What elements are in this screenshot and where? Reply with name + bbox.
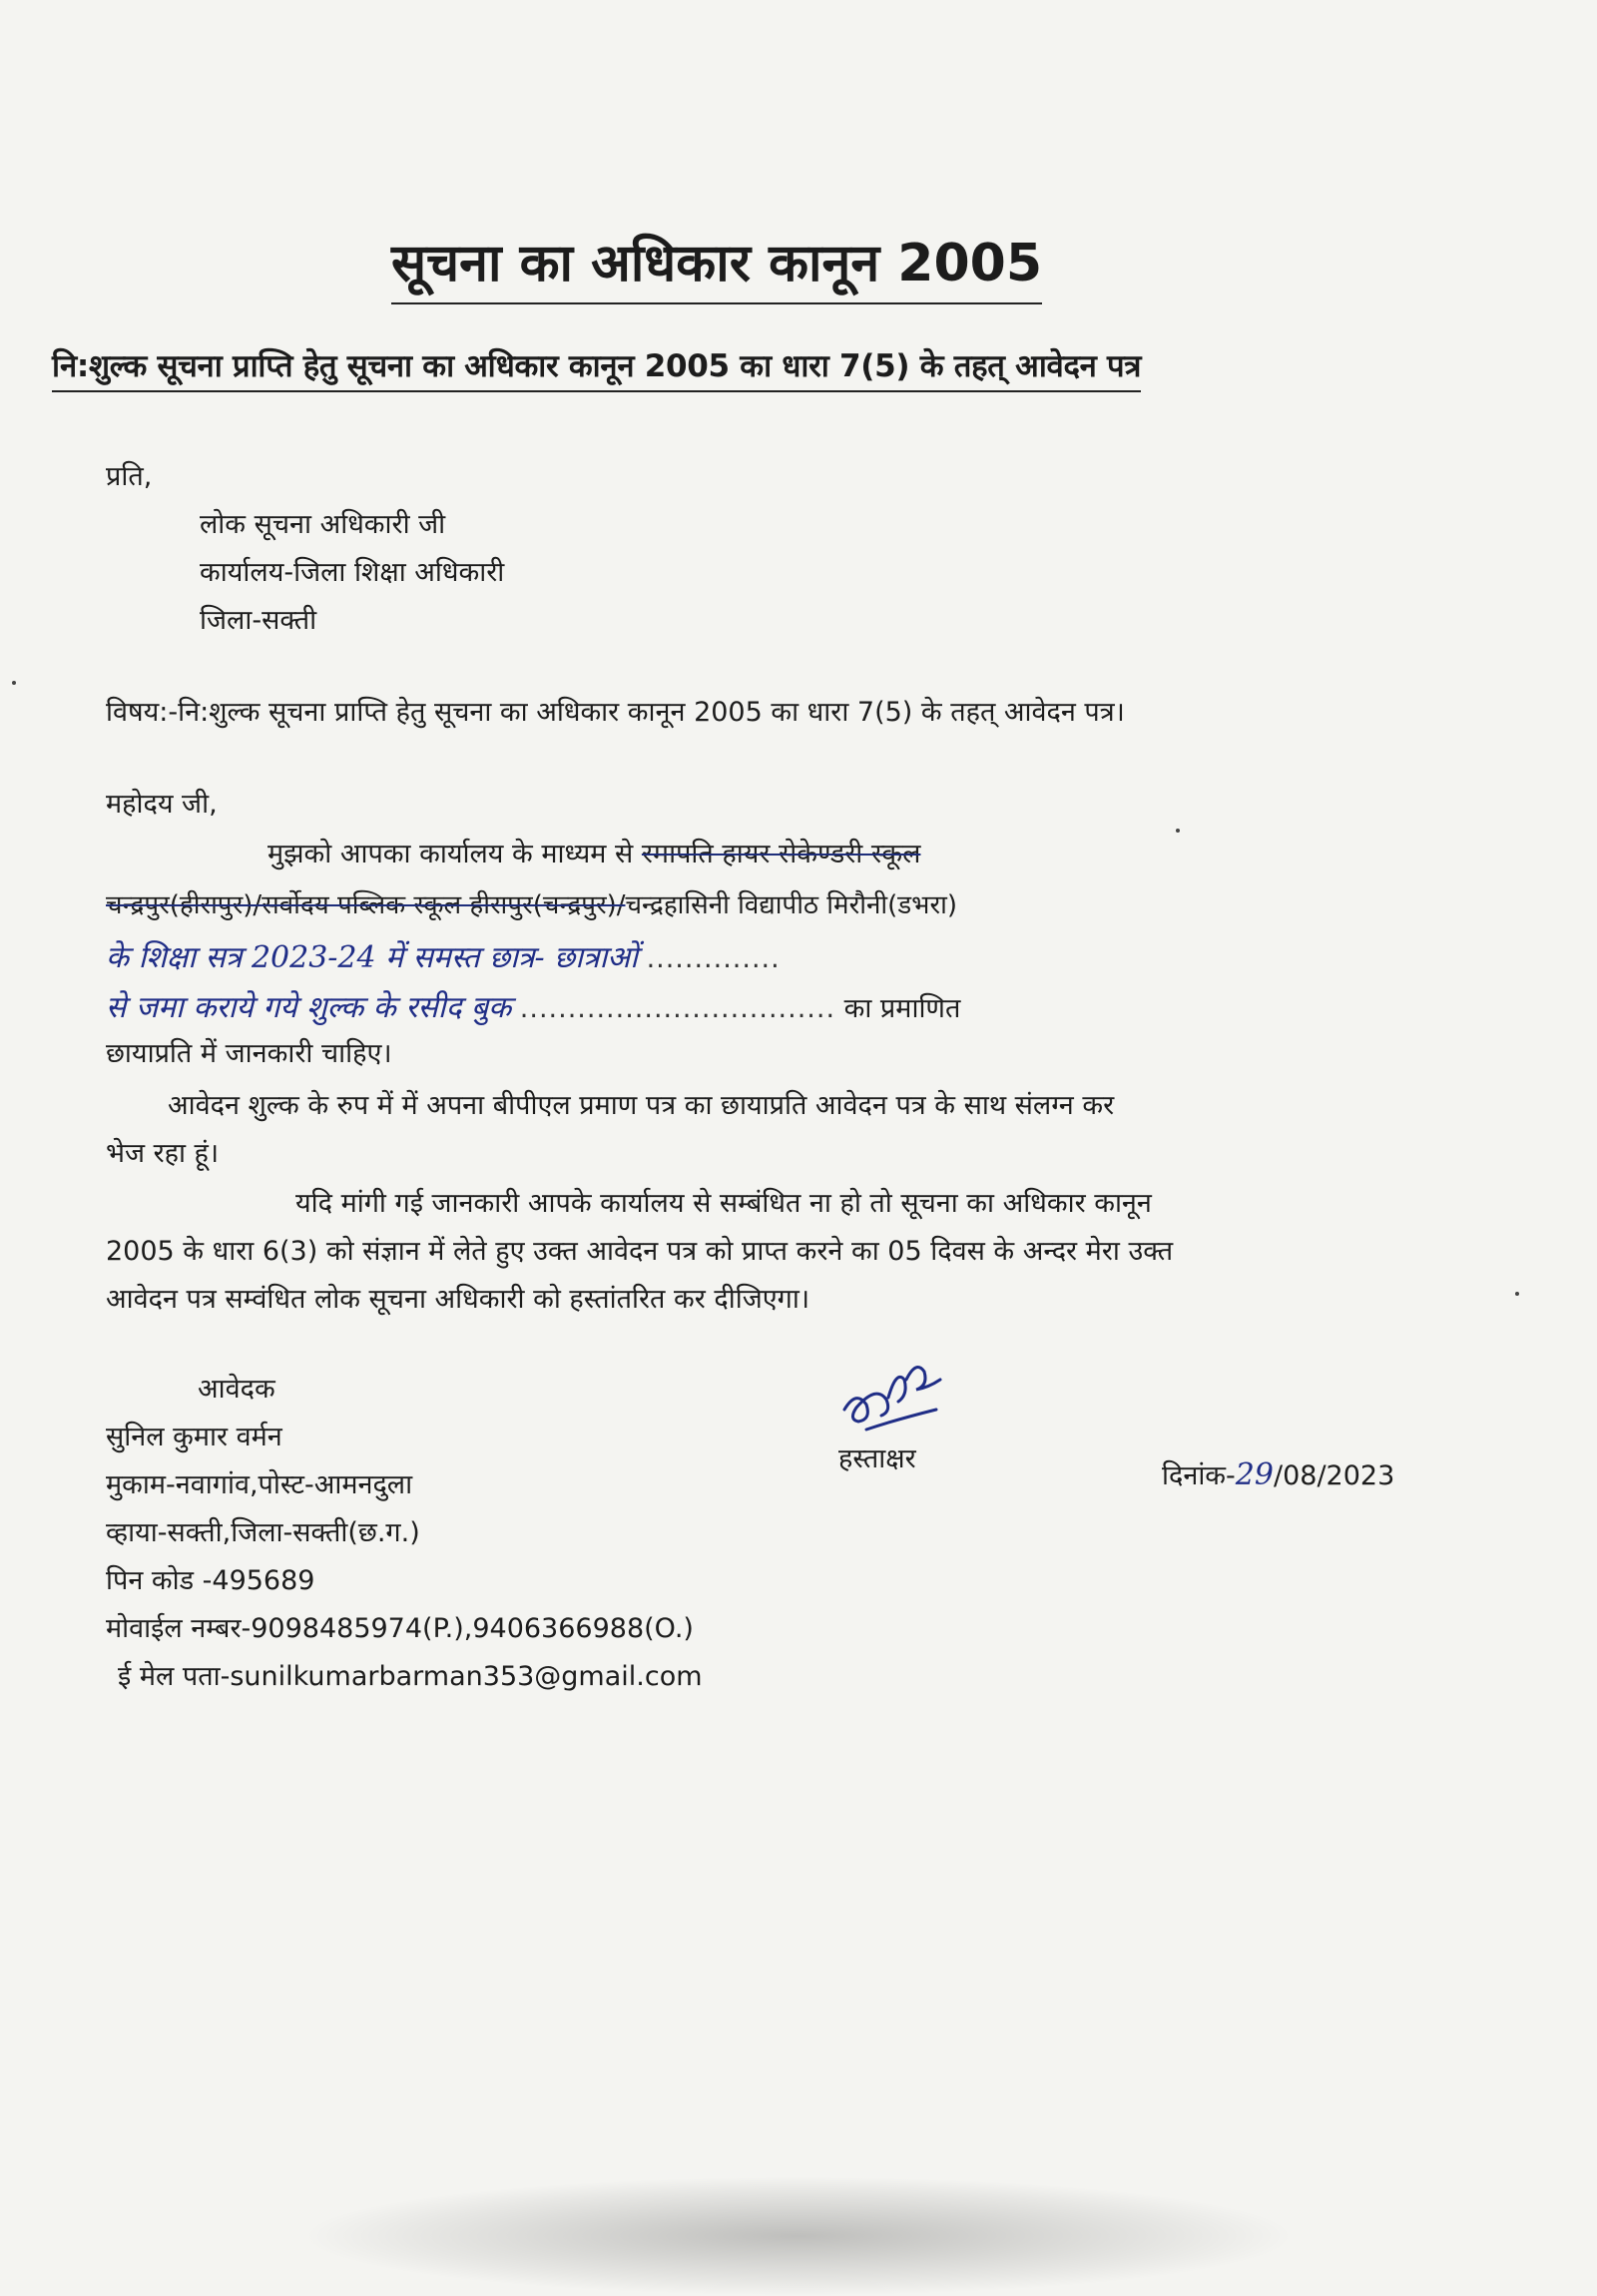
scan-speck — [12, 681, 16, 685]
document-subtitle: नि:शुल्क सूचना प्राप्ति हेतु सूचना का अधिकार कानून 2005 का धारा 7(5) के तहत् आवेदन पत्र — [52, 344, 1141, 392]
paragraph1-intro: मुझको आपका कार्यालय के माध्यम से — [267, 839, 634, 869]
applicant-email: ई मेल पता-sunilkumarbarman353@gmail.com — [118, 1661, 703, 1692]
scan-shadow — [299, 2176, 1298, 2296]
certified-text: का प्रमाणित — [843, 993, 961, 1024]
to-salutation: प्रति, — [106, 461, 153, 492]
applicant-label: आवेदक — [198, 1374, 275, 1405]
paragraph1-line2 — [106, 890, 957, 921]
handwritten-line1 — [106, 940, 781, 976]
paragraph1-end: छायाप्रति में जानकारी चाहिए। — [106, 1038, 392, 1069]
dotted-fill-2: ................................. — [519, 993, 836, 1024]
paragraph1-line1 — [267, 839, 920, 870]
scan-speck — [1176, 829, 1180, 833]
date-day-handwritten: 29 — [1235, 1457, 1274, 1492]
dotted-fill-1: .............. — [646, 943, 781, 974]
handwritten-signature — [836, 1350, 956, 1449]
signature-label: हस्ताक्षर — [838, 1443, 916, 1474]
to-district: जिला-सक्ती — [200, 605, 317, 636]
to-office: कार्यालय-जिला शिक्षा अधिकारी — [200, 557, 505, 588]
date-prefix: दिनांक- — [1162, 1460, 1236, 1491]
subject-line: विषय:-नि:शुल्क सूचना प्राप्ति हेतु सूचना का अधिकार कानून 2005 का धारा 7(5) के तहत् आवेदन पत्र। — [106, 697, 1125, 728]
struck-school-list: चन्द्रपुर(हीरापुर)/सर्वोदय पब्लिक स्कूल हीरापुर(चन्द्रपुर)/ — [106, 890, 626, 920]
struck-school-name: रमापति हायर सेकेण्डरी स्कूल — [641, 839, 921, 869]
date-line — [1162, 1457, 1394, 1493]
greeting: महोदय जी, — [106, 789, 218, 820]
handwritten-line2 — [106, 990, 960, 1026]
school-name: चन्द्रहासिनी विद्यापीठ मिरौनी(डभरा) — [625, 890, 957, 920]
handwritten-text-2: से जमा कराये गये शुल्क के रसीद बुक — [106, 990, 512, 1025]
handwritten-text-1: के शिक्षा सत्र 2023-24 में समस्त छात्र- छात्राओं — [106, 940, 638, 975]
applicant-mobile: मोवाईल नम्बर-9098485974(P.),9406366988(O.) — [106, 1613, 694, 1644]
paragraph2-line2: भेज रहा हूं। — [106, 1138, 220, 1169]
paragraph3-line3: आवेदन पत्र सम्वंधित लोक सूचना अधिकारी को हस्तांतरित कर दीजिएगा। — [106, 1284, 810, 1315]
paragraph2-line1: आवेदन शुल्क के रुप में में अपना बीपीएल प्रमाण पत्र का छायाप्रति आवेदन पत्र के साथ संलग्न कर — [168, 1090, 1115, 1121]
paragraph3-line1: यदि मांगी गई जानकारी आपके कार्यालय से सम्बंधित ना हो तो सूचना का अधिकार कानून — [295, 1188, 1152, 1219]
to-officer: लोक सूचना अधिकारी जी — [200, 509, 446, 540]
document-title: सूचना का अधिकार कानून 2005 — [391, 226, 1042, 304]
applicant-address-2: व्हाया-सक्ती,जिला-सक्ती(छ.ग.) — [106, 1517, 420, 1548]
applicant-name: सुनिल कुमार वर्मन — [106, 1422, 282, 1452]
scan-speck — [1515, 1292, 1519, 1296]
applicant-pin: पिन कोड -495689 — [106, 1565, 315, 1596]
date-rest: /08/2023 — [1273, 1460, 1395, 1491]
paragraph3-line2: 2005 के धारा 6(3) को संज्ञान में लेते हुए उक्त आवेदन पत्र को प्राप्त करने का 05 दिवस के अन्दर मेरा उक्त — [106, 1236, 1174, 1267]
applicant-address-1: मुकाम-नवागांव,पोस्ट-आमनदुला — [106, 1469, 413, 1500]
